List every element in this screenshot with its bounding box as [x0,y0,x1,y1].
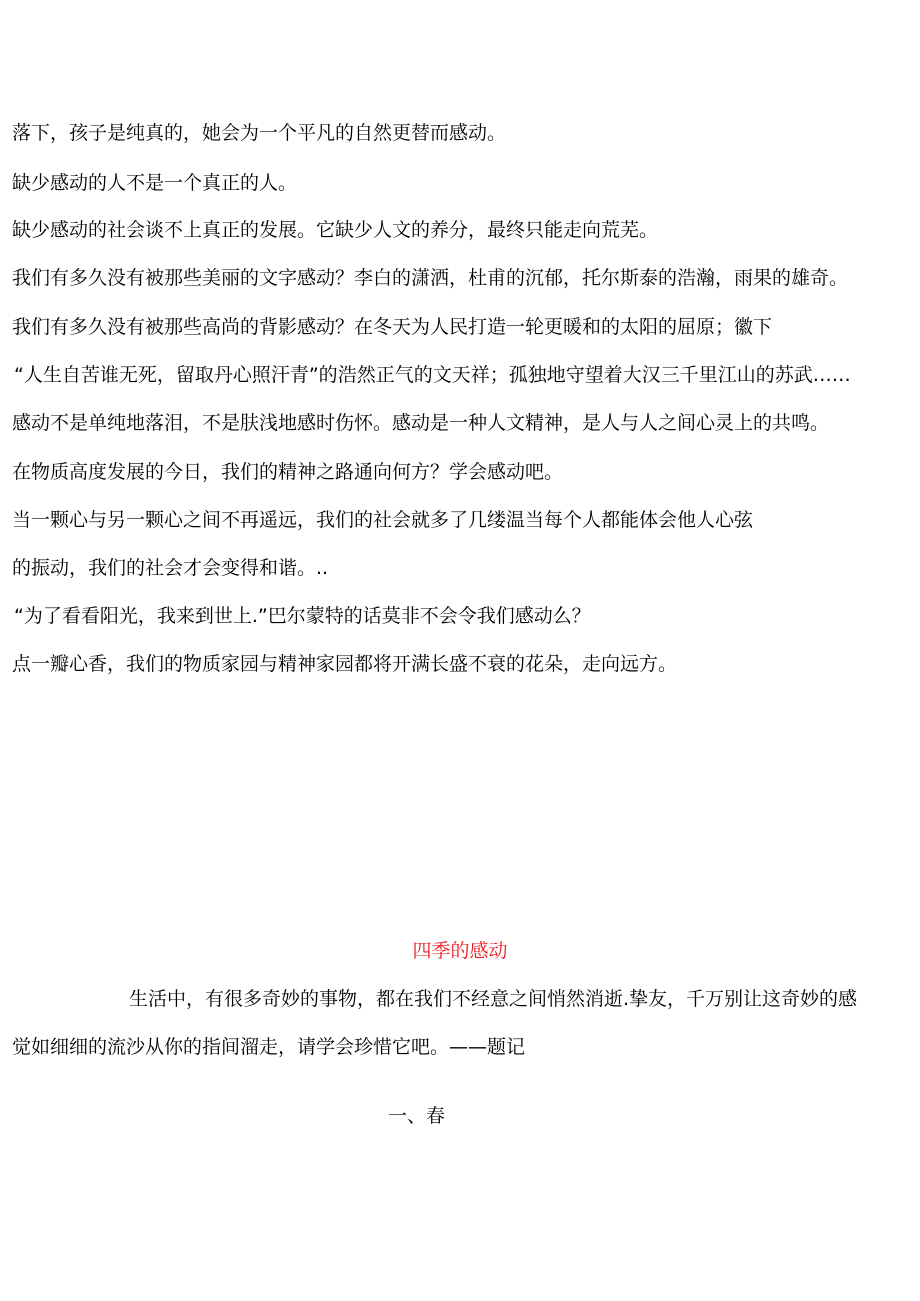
paragraph-line-2: 缺少感动的人不是一个真正的人。 [12,172,298,194]
paragraph-line-6: “人生自苦谁无死，留取丹心照汗青”的浩然正气的文天祥；孤独地守望着大汉三千里江山的苏武…… [14,364,851,386]
paragraph-line-7: 感动不是单纯地落泪，不是肤浅地感时伤怀。感动是一种人文精神，是人与人之间心灵上的共鸣。 [12,412,830,434]
paragraph-line-4: 我们有多久没有被那些美丽的文字感动？李白的潇洒，杜甫的沉郁，托尔斯泰的浩瀚，雨果的雄奇。 [12,267,849,289]
paragraph-line-11: “为了看看阳光，我来到世上.”巴尔蒙特的话莫非不会令我们感动么？ [14,605,591,627]
essay-intro-line-2: 觉如细细的流沙从你的指间溜走，请学会珍惜它吧。——题记 [12,1036,526,1058]
essay-intro-line-1: 生活中，有很多奇妙的事物，都在我们不经意之间悄然消逝.挚友，千万别让这奇妙的感 [129,988,858,1010]
paragraph-line-9: 当一颗心与另一颗心之间不再遥远，我们的社会就多了几缕温当每个人都能体会他人心弦 [12,509,754,531]
paragraph-line-3: 缺少感动的社会谈不上真正的发展。它缺少人文的养分，最终只能走向荒芜。 [12,219,659,241]
paragraph-line-1: 落下，孩子是纯真的，她会为一个平凡的自然更替而感动。 [12,122,507,144]
paragraph-line-10: 的振动，我们的社会才会变得和谐。.. [12,557,329,579]
paragraph-line-5: 我们有多久没有被那些高尚的背影感动？在冬天为人民打造一轮更暖和的太阳的屈原；徽下 [12,316,773,338]
paragraph-line-8: 在物质高度发展的今日，我们的精神之路通向何方？学会感动吧。 [12,461,564,483]
paragraph-line-12: 点一瓣心香，我们的物质家园与精神家园都将开满长盛不衰的花朵，走向远方。 [12,653,678,675]
essay-title: 四季的感动 [412,940,508,962]
section-heading-spring: 一、春 [388,1105,446,1127]
